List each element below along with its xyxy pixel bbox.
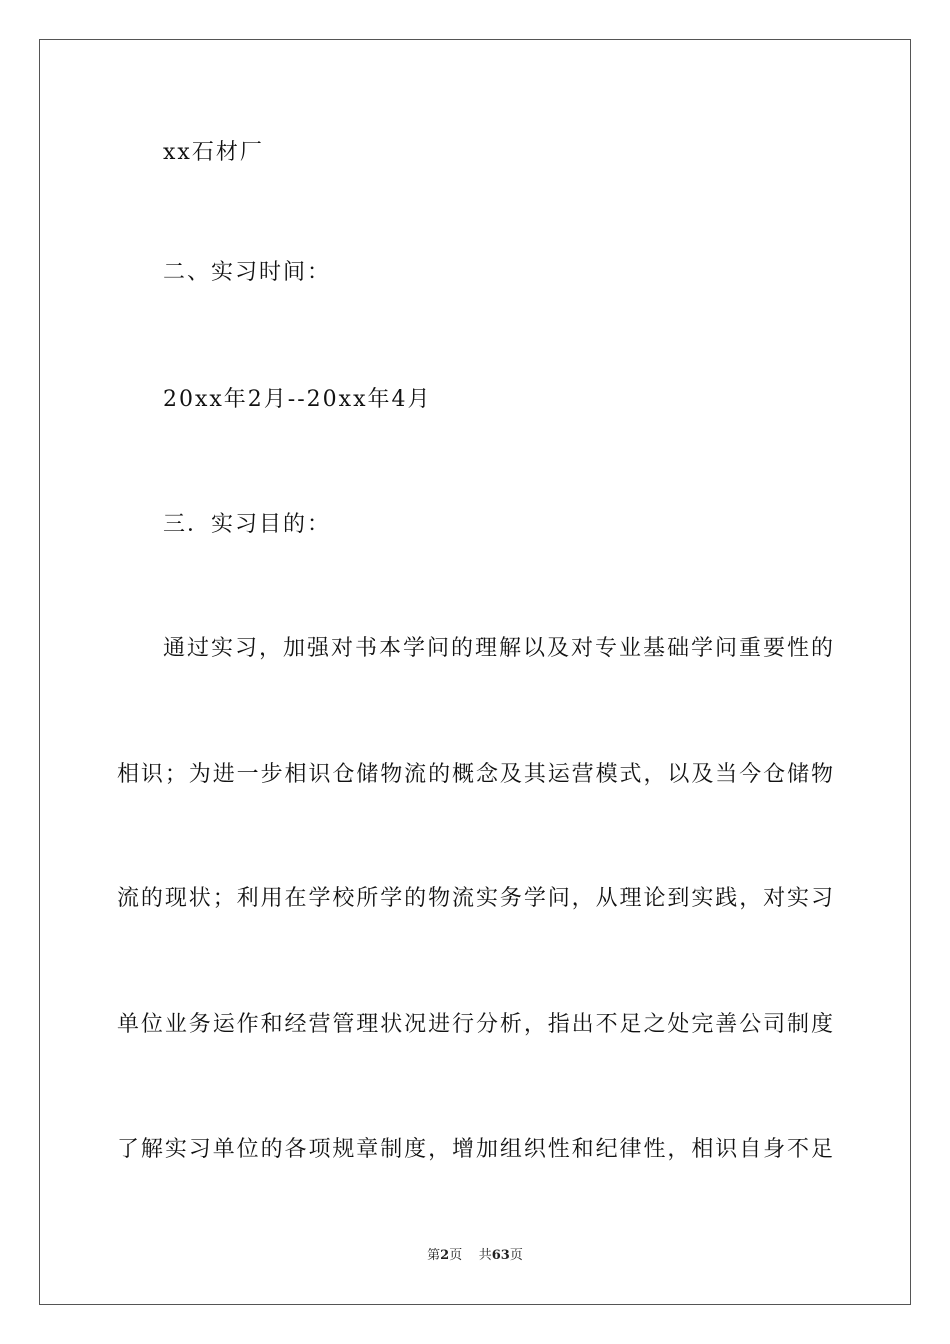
paragraph-line: 单位业务运作和经营管理状况进行分析，指出不足之处完善公司制度 (117, 1012, 833, 1037)
footer-total-prefix: 共 (478, 1248, 492, 1263)
footer-page-number: 2 (440, 1248, 450, 1263)
paragraph-line: 了解实习单位的各项规章制度，增加组织性和纪律性，相识自身不足 (117, 1137, 833, 1162)
footer-page-prefix: 第 (427, 1248, 441, 1263)
footer-total-pages: 63 (491, 1248, 510, 1263)
footer-total-suffix: 页 (509, 1248, 523, 1263)
paragraph-line: 通过实习，加强对书本学问的理解以及对专业基础学问重要性的 (163, 636, 833, 661)
paragraph-line: 流的现状；利用在学校所学的物流实务学问，从理论到实践，对实习 (117, 886, 833, 911)
section-heading-internship-time: 二、实习时间： (163, 260, 332, 285)
page-border (39, 39, 911, 1305)
paragraph-line: 相识；为进一步相识仓储物流的概念及其运营模式，以及当今仓储物 (117, 762, 833, 787)
section-heading-internship-purpose: 三．实习目的： (163, 512, 332, 537)
page-footer (0, 1247, 950, 1265)
company-name: xx石材厂 (163, 140, 264, 165)
internship-period: 20xx年2月--20xx年4月 (163, 387, 432, 412)
footer-page-suffix: 页 (449, 1248, 463, 1263)
